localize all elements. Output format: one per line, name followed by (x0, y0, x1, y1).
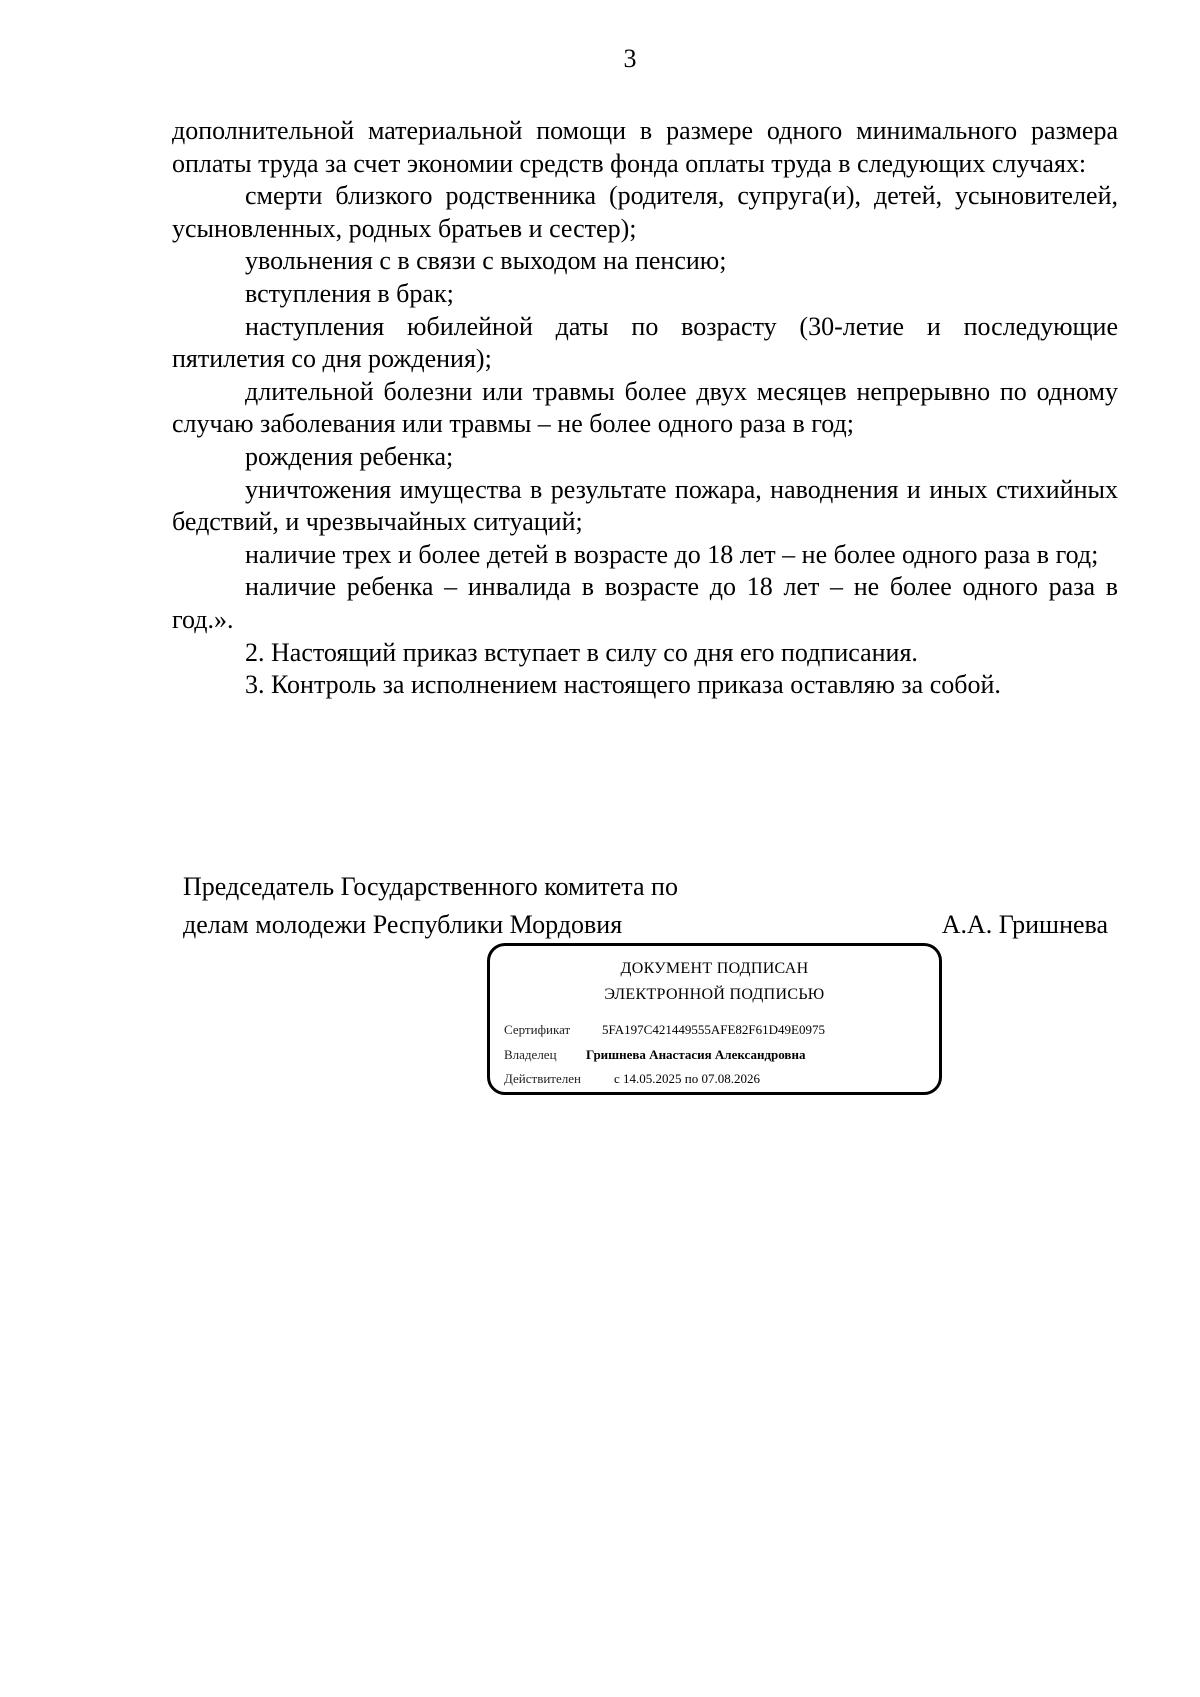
stamp-title (490, 956, 939, 1008)
signer-position-line-1: Председатель Государственного комитета по (183, 872, 678, 901)
signer-position-line-2: делам молодежи Республики Мордовия (183, 910, 623, 939)
paragraph-intro: дополнительной материальной помощи в размере одного минимального размера оплаты труда за счет экономии средств фонда оплаты труда в следующих случаях: (172, 116, 1118, 178)
paragraph-case-marriage: вступления в брак; (245, 278, 454, 308)
stamp-owner-row (504, 1046, 805, 1064)
paragraph-clause-2: 2. Настоящий приказ вступает в силу со дня его подписания. (245, 637, 918, 667)
stamp-validity-label: Действителен (504, 1071, 581, 1086)
paragraph-clause-3: 3. Контроль за исполнением настоящего приказа оставляю за собой. (245, 670, 1001, 700)
paragraph-case-death: смерти близкого родственника (родителя, супруга(и), детей, усыновителей, усыновленных, родных братьев и сестер); (172, 181, 1118, 243)
paragraph-case-large-family: наличие трех и более детей в возрасте до 18 лет – не более одного раза в год; (245, 539, 1099, 569)
paragraph-case-disaster: уничтожения имущества в результате пожара, наводнения и иных стихийных бедствий, и чрезвычайных ситуаций; (172, 474, 1118, 537)
paragraph-case-illness: длительной болезни или травмы более двух месяцев непрерывно по одному случаю заболевания или травмы – не более одного раза в год; (172, 376, 1118, 439)
stamp-validity-row (504, 1070, 760, 1088)
stamp-title-line-1: ДОКУМЕНТ ПОДПИСАН (620, 960, 809, 977)
page-number: 3 (623, 44, 637, 73)
stamp-certificate-value: 5FA197C421449555AFE82F61D49E0975 (602, 1022, 825, 1037)
paragraph-case-retirement: увольнения с в связи с выходом на пенсию; (245, 246, 727, 276)
paragraph-case-childbirth: рождения ребенка; (245, 441, 454, 471)
signer-name: А.А. Гришнева (941, 910, 1108, 939)
stamp-title-line-2: ЭЛЕКТРОННОЙ ПОДПИСЬЮ (604, 986, 825, 1003)
stamp-validity-value: с 14.05.2025 по 07.08.2026 (614, 1071, 760, 1086)
document-body (172, 115, 1118, 702)
stamp-certificate-row (504, 1021, 825, 1039)
paragraph-case-disabled-child: наличие ребенка – инвалида в возрасте до 18 лет – не более одного раза в год.». (172, 572, 1118, 634)
electronic-signature-stamp (487, 943, 942, 1095)
stamp-owner-label: Владелец (504, 1047, 557, 1062)
stamp-owner-value: Гришнева Анастасия Александровна (586, 1047, 806, 1062)
paragraph-case-anniversary: наступления юбилейной даты по возрасту (30-летие и последующие пятилетия со дня рождения); (172, 311, 1118, 374)
stamp-certificate-label: Сертификат (504, 1022, 571, 1037)
signer-position (183, 868, 678, 944)
